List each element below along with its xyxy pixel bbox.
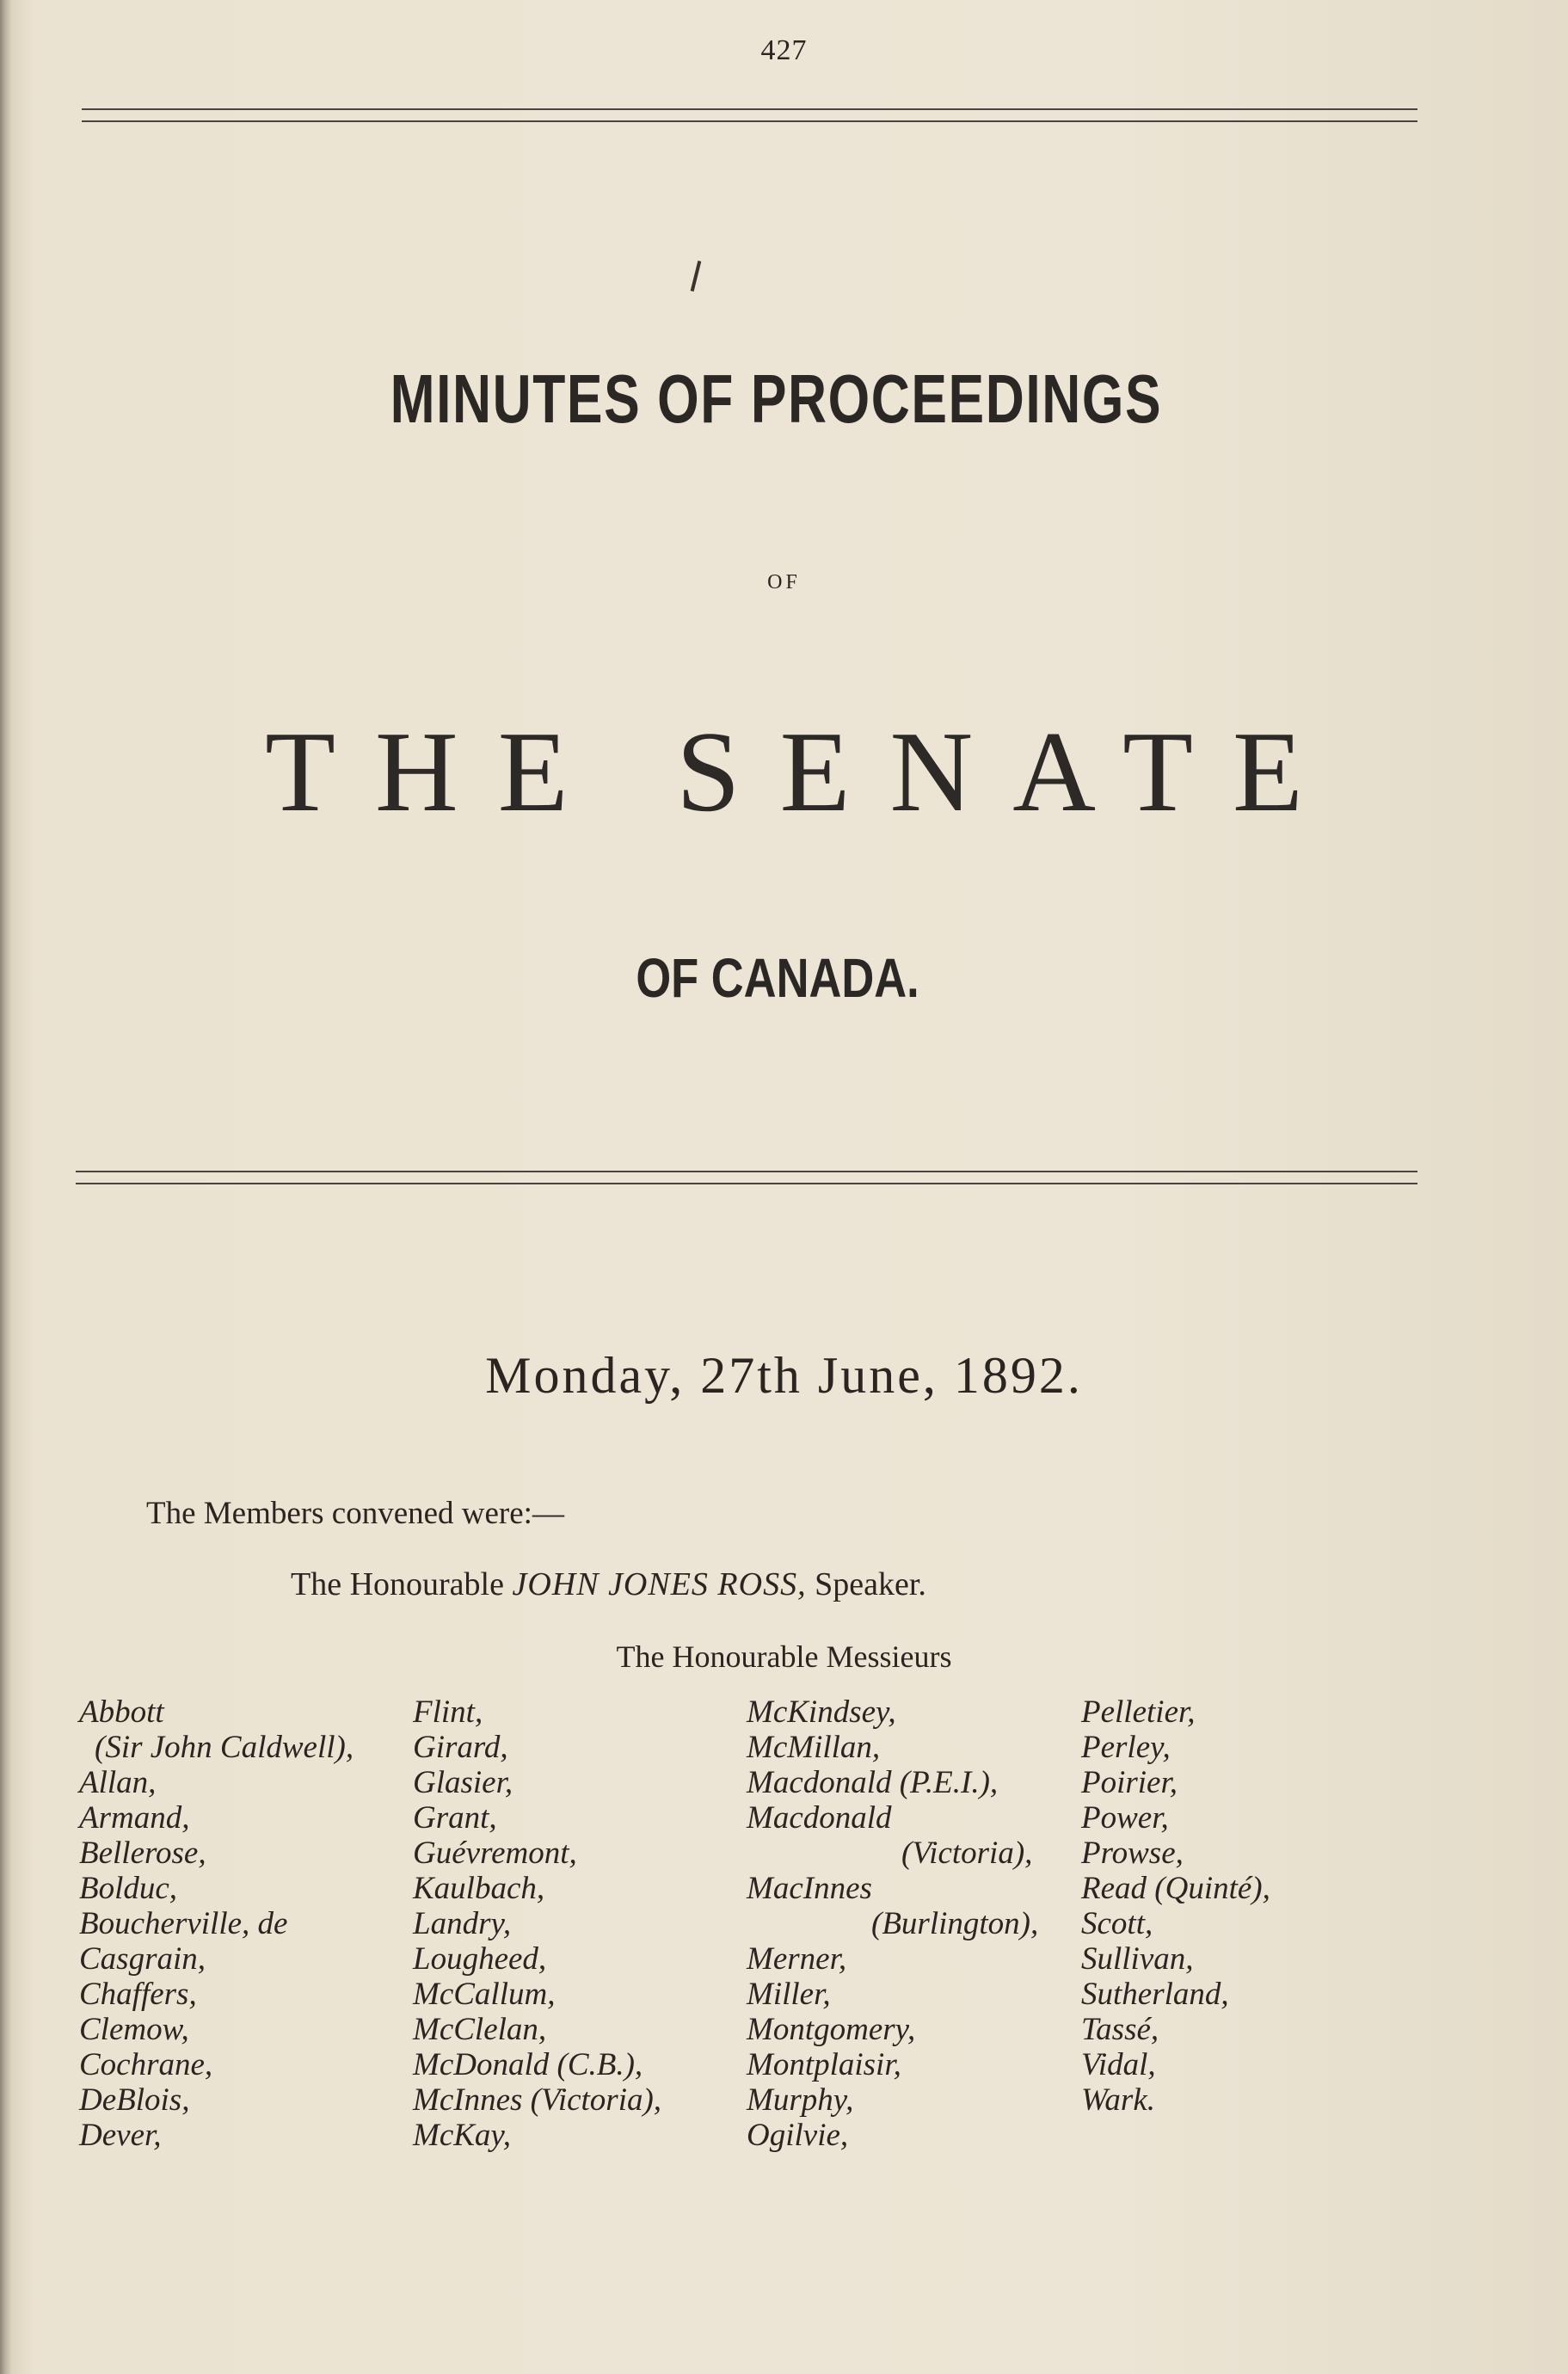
member-name: MacInnes — [747, 1871, 872, 1906]
title-senate: THE SENATE — [265, 708, 1343, 835]
member-name: McInnes (Victoria), — [413, 2082, 662, 2118]
member-name: Chaffers, — [79, 1977, 197, 2012]
members-column-1 — [79, 1694, 354, 2153]
middle-double-rule — [76, 1171, 1417, 1184]
member-name: Allan, — [79, 1765, 157, 1800]
member-name: Scott, — [1081, 1906, 1153, 1941]
member-name: Clemow, — [79, 2012, 189, 2047]
member-name: Boucherville, de — [79, 1906, 288, 1941]
top-double-rule — [82, 108, 1417, 122]
member-name: Vidal, — [1081, 2047, 1156, 2082]
member-name: McMillan, — [747, 1730, 881, 1765]
member-name: Perley, — [1081, 1730, 1171, 1765]
member-name: Bellerose, — [79, 1836, 206, 1871]
member-name: Bolduc, — [79, 1871, 178, 1906]
title-of: OF — [767, 571, 801, 594]
member-name: Kaulbach, — [413, 1871, 545, 1906]
member-name: Murphy, — [747, 2082, 854, 2118]
member-name: Casgrain, — [79, 1941, 206, 1977]
member-name: Ogilvie, — [747, 2118, 849, 2153]
members-convened-heading: The Members convened were:— — [146, 1496, 564, 1531]
speaker-line — [291, 1565, 926, 1603]
member-name: Merner, — [747, 1941, 847, 1977]
member-name: Sutherland, — [1081, 1977, 1229, 2012]
member-name: Poirier, — [1081, 1765, 1178, 1800]
members-column-3 — [747, 1694, 1038, 2153]
member-name: McKindsey, — [747, 1694, 896, 1730]
member-name: Montgomery, — [747, 2012, 916, 2047]
member-name: Pelletier, — [1081, 1694, 1196, 1730]
member-name: (Burlington), — [871, 1906, 1039, 1941]
member-name: Montplaisir, — [747, 2047, 901, 2082]
speaker-title: Speaker. — [815, 1566, 926, 1602]
member-name: Dever, — [79, 2118, 162, 2153]
member-name: Macdonald (P.E.I.), — [747, 1765, 999, 1800]
member-name: Sullivan, — [1081, 1941, 1194, 1977]
member-name: DeBlois, — [79, 2082, 190, 2118]
member-name: Guévremont, — [413, 1836, 577, 1871]
member-name: McCallum, — [413, 1977, 556, 2012]
members-column-4 — [1081, 1694, 1270, 2118]
member-name: Armand, — [79, 1800, 190, 1836]
member-name: Lougheed, — [413, 1941, 547, 1977]
member-name: McKay, — [413, 2118, 512, 2153]
member-name: Abbott — [79, 1694, 164, 1730]
title-canada: OF CANADA. — [636, 947, 919, 1009]
speaker-prefix: The Honourable — [291, 1566, 504, 1602]
speaker-name: JOHN JONES ROSS, — [512, 1566, 807, 1602]
member-name: Girard, — [413, 1730, 508, 1765]
member-name: McDonald (C.B.), — [413, 2047, 643, 2082]
ink-mark — [691, 261, 702, 292]
member-name: Power, — [1081, 1800, 1169, 1836]
member-name: Cochrane, — [79, 2047, 213, 2082]
member-name: Macdonald — [747, 1800, 892, 1836]
member-name: (Sir John Caldwell), — [95, 1730, 354, 1765]
member-name: Wark. — [1081, 2082, 1155, 2118]
member-name: McClelan, — [413, 2012, 547, 2047]
member-name: Glasier, — [413, 1765, 513, 1800]
member-name: (Victoria), — [901, 1836, 1033, 1871]
page-number: 427 — [760, 34, 808, 66]
member-name: Read (Quinté), — [1081, 1871, 1270, 1906]
member-name: Flint, — [413, 1694, 483, 1730]
messieurs-heading: The Honourable Messieurs — [616, 1639, 952, 1674]
member-name: Tassé, — [1081, 2012, 1159, 2047]
members-column-2 — [413, 1694, 661, 2153]
member-name: Landry, — [413, 1906, 512, 1941]
member-name: Grant, — [413, 1800, 497, 1836]
title-minutes: MINUTES OF PROCEEDINGS — [390, 360, 1163, 437]
member-name: Miller, — [747, 1977, 831, 2012]
member-name: Prowse, — [1081, 1836, 1184, 1871]
session-date: Monday, 27th June, 1892. — [485, 1347, 1083, 1404]
